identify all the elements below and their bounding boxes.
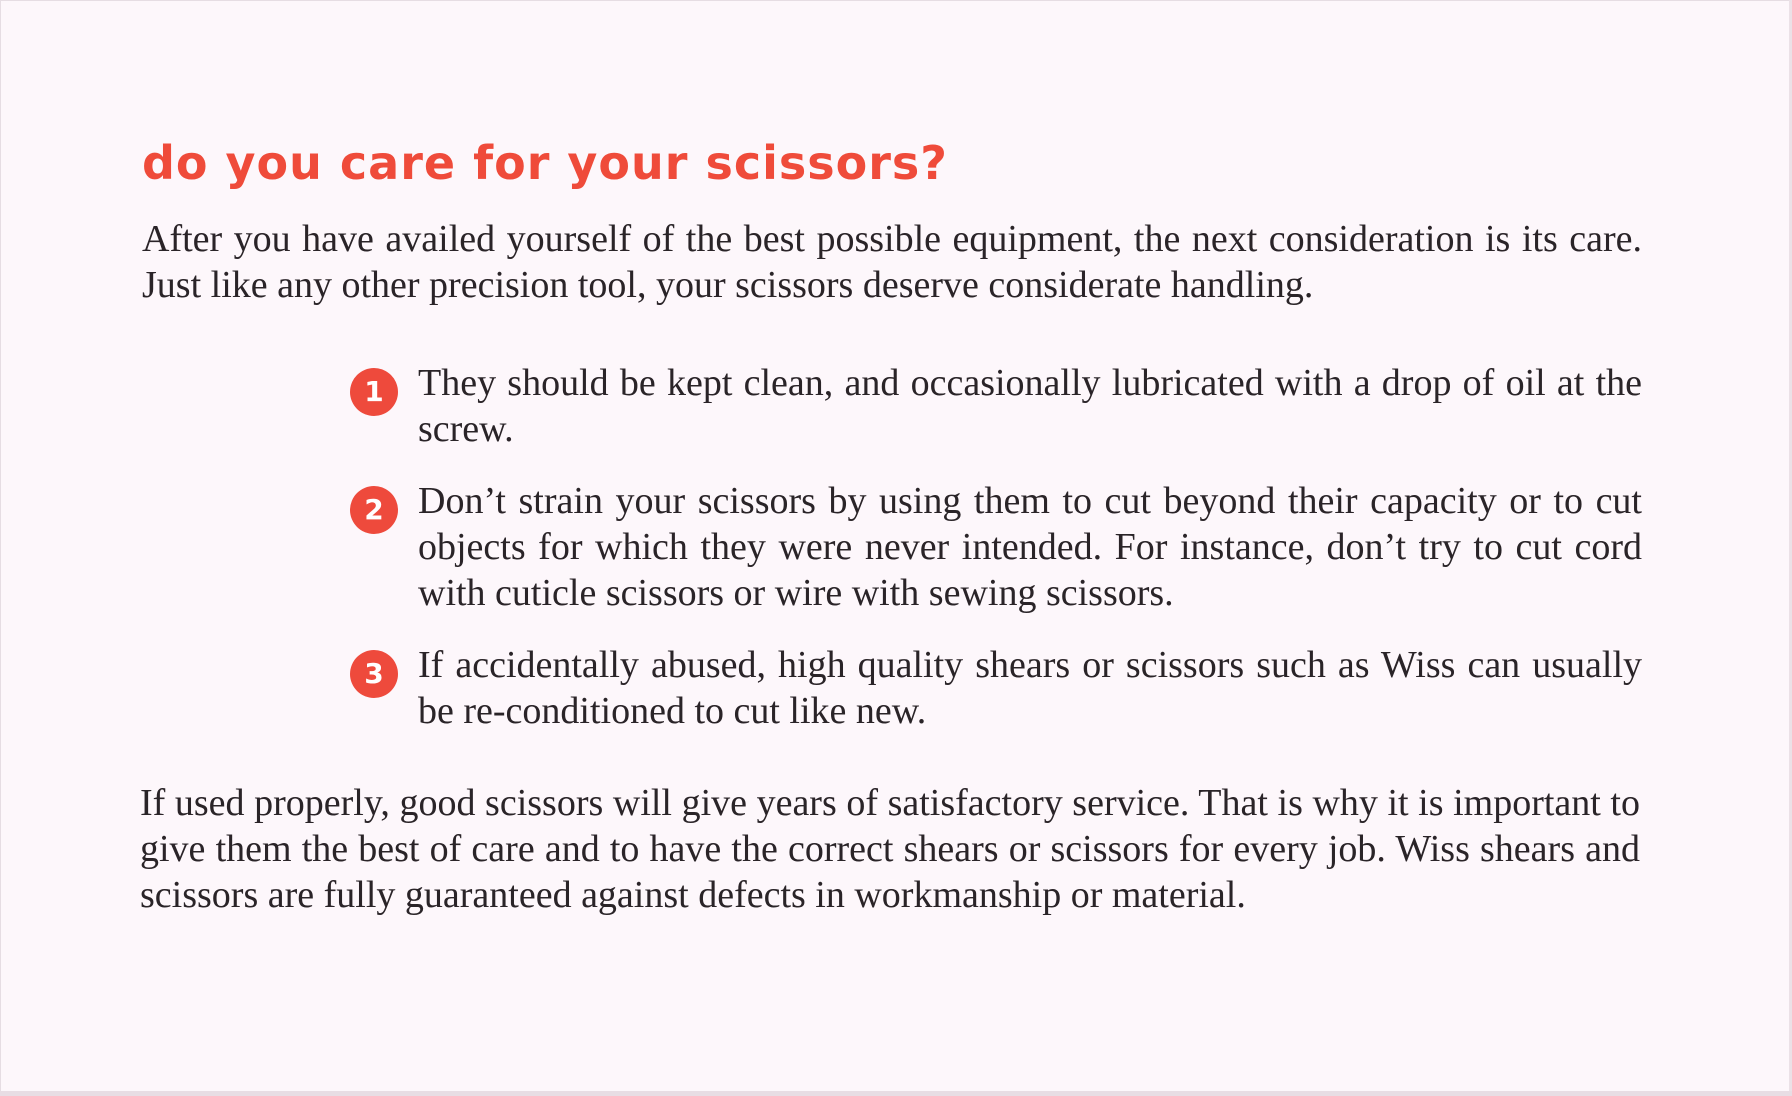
number-badge: 2 xyxy=(350,486,398,534)
page-title: do you care for your scissors? xyxy=(142,136,948,190)
number-badge: 1 xyxy=(350,368,398,416)
list-item-text: If accidentally abused, high quality shears or scissors such as Wiss can usually be re-conditioned to cut like new. xyxy=(418,644,1642,732)
number-badge: 3 xyxy=(350,650,398,698)
closing-paragraph: If used properly, good scissors will give years of satisfactory service. That is why it is important to give them the best of care and to have the correct shears or scissors for every job. Wiss shears and scissors are fully guaranteed against defects in workmanship or material. xyxy=(140,782,1640,916)
intro-paragraph: After you have availed yourself of the best possible equipment, the next consideration is its care. Just like any other precision tool, your scissors deserve considerate handling. xyxy=(142,218,1642,306)
list-item-text: They should be kept clean, and occasionally lubricated with a drop of oil at the screw. xyxy=(418,362,1642,450)
list-item-text: Don’t strain your scissors by using them to cut beyond their capacity or to cut objects for which they were never intended. For instance, don’t try to cut cord with cuticle scissors or wire with sewing scissors. xyxy=(418,480,1642,614)
